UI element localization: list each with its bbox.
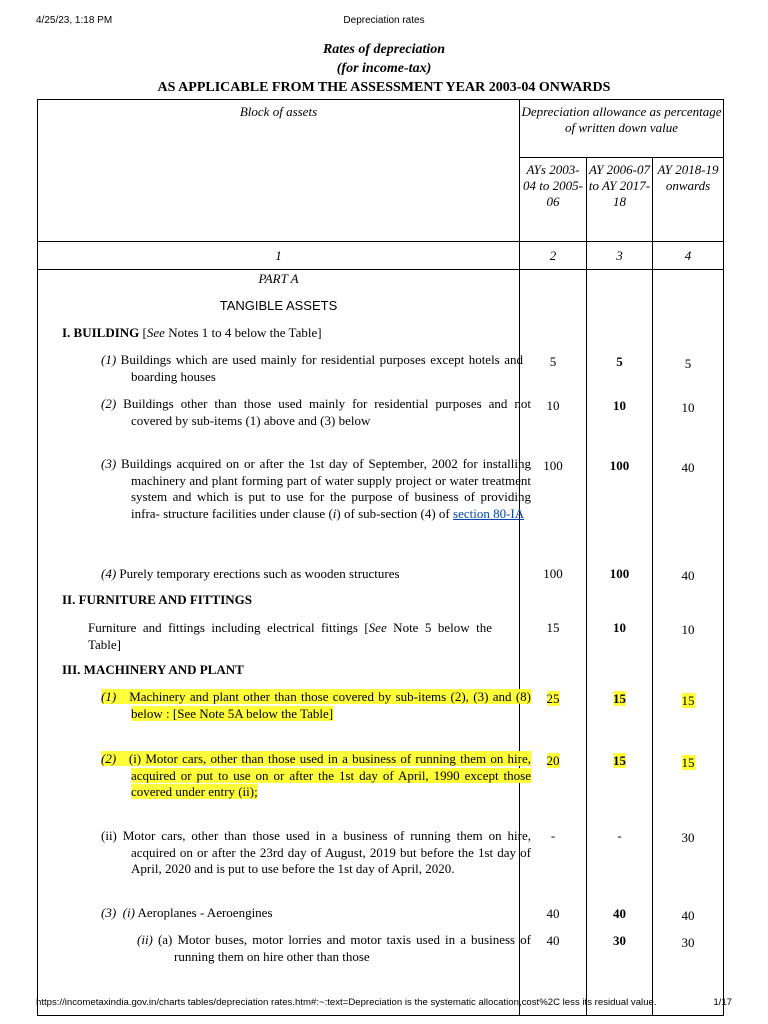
value-cell: 15	[613, 691, 626, 706]
col-number-3: 3	[587, 242, 653, 270]
value-cell: 30	[681, 830, 695, 845]
value-cell: 30	[681, 935, 695, 950]
assets-column	[38, 270, 532, 1016]
value-cell: 100	[609, 566, 630, 581]
furniture-heading: II. FURNITURE AND FITTINGS	[62, 592, 252, 607]
building-item-1: (1) Buildings which are used mainly for residential purposes except hotels and boarding houses	[101, 352, 524, 384]
building-item-4: (4) Purely temporary erections such as wooden structures	[101, 566, 400, 581]
section-80ia-link[interactable]: section 80-IA	[453, 505, 525, 521]
machinery-item-2ii: (ii) Motor cars, other than those used in a business of running them on hire, acquired on or after the 23rd day of August, 2019 but before the 1st day of April, 2020 and is put to use before the 1st day of April, 2020.	[101, 828, 531, 876]
col-number-4: 4	[653, 242, 724, 270]
value-cell: -	[550, 828, 556, 843]
value-cell: 40	[546, 933, 560, 948]
subheader-col-3: AY 2006-07 to AY 2017-18	[587, 158, 653, 242]
value-cell: 40	[681, 460, 695, 475]
value-cell: 5	[616, 354, 623, 369]
print-header	[36, 15, 732, 29]
value-cell: 25	[546, 691, 560, 706]
value-cell: 40	[546, 906, 560, 921]
value-cell: 5	[549, 354, 557, 369]
building-item-3: (3) Buildings acquired on or after the 1st day of September, 2002 for installing machinery and plant forming part of water supply project or water treatment system and which is put to use for the purpose of business of providing infra- structure facilities under clause (i) of sub-section (4) of section 80-IA	[101, 456, 531, 521]
machinery-item-3i: (3) (i) Aeroplanes - Aeroengines	[101, 905, 273, 920]
subheader-col-4: AY 2018-19 onwards	[653, 158, 724, 242]
col-4-values	[653, 270, 724, 1016]
col-number-1: 1	[38, 242, 520, 270]
col-3-values	[587, 270, 653, 1016]
document-heading: AS APPLICABLE FROM THE ASSESSMENT YEAR 2003-04 ONWARDS	[157, 80, 611, 95]
document-title: Rates of depreciation	[322, 42, 446, 57]
value-cell: 100	[543, 458, 563, 473]
value-cell: 40	[613, 906, 626, 921]
print-page-title: Depreciation rates	[343, 15, 425, 26]
value-cell: 10	[613, 398, 626, 413]
value-cell: 40	[681, 568, 695, 583]
subheader-col-2: AYs 2003-04 to 2005-06	[520, 158, 587, 242]
furniture-item: Furniture and fittings including electrical fittings [See Note 5 below the Table]	[88, 620, 492, 652]
machinery-item-3ii: (ii) (a) Motor buses, motor lorries and motor taxis used in a business of running them on hire other than those	[137, 932, 531, 964]
value-cell: 100	[609, 458, 630, 473]
value-cell: -	[617, 828, 622, 843]
value-cell: 30	[613, 933, 626, 948]
col-number-2: 2	[520, 242, 587, 270]
print-timestamp: 4/25/23, 1:18 PM	[36, 15, 113, 26]
machinery-item-1: (1) Machinery and plant other than those covered by sub-items (2), (3) and (8) below : [See Note 5A below the Table]	[101, 689, 532, 721]
header-depreciation-allowance: Depreciation allowance as percentage of written down value	[520, 100, 724, 158]
value-cell: 5	[684, 356, 692, 371]
value-cell: 15	[681, 755, 695, 770]
print-footer	[36, 997, 732, 1011]
value-cell: 15	[546, 620, 560, 635]
document-subtitle: (for income-tax)	[336, 61, 432, 76]
part-label: PART A	[258, 271, 299, 286]
depreciation-table	[37, 99, 724, 1016]
value-cell: 10	[681, 622, 695, 637]
value-cell: 15	[681, 693, 695, 708]
value-cell: 40	[681, 908, 695, 923]
part-title: TANGIBLE ASSETS	[219, 298, 338, 313]
page-number: 1/17	[713, 997, 732, 1008]
machinery-heading: III. MACHINERY AND PLANT	[62, 662, 244, 677]
print-url: https://incometaxindia.gov.in/charts tables/depreciation rates.htm#:~:text=Depreciation is the systematic allocation,cost%2C less its residual value.	[36, 997, 657, 1008]
building-item-2: (2) Buildings other than those used mainly for residential purposes and not covered by sub-items (1) above and (3) below	[101, 396, 532, 428]
machinery-item-2i: (2) (i) Motor cars, other than those used in a business of running them on hire, acquired or put to use on or after the 1st day of April, 1990 except those covered under entry (ii);	[101, 751, 532, 799]
value-cell: 20	[546, 753, 560, 768]
value-cell: 100	[543, 566, 563, 581]
value-cell: 10	[613, 620, 626, 635]
value-cell: 15	[613, 753, 626, 768]
col-2-values	[520, 270, 587, 1016]
value-cell: 10	[681, 400, 695, 415]
header-block-of-assets: Block of assets	[38, 100, 520, 242]
building-heading: I. BUILDING [See Notes 1 to 4 below the Table]	[62, 325, 322, 340]
value-cell: 10	[546, 398, 560, 413]
